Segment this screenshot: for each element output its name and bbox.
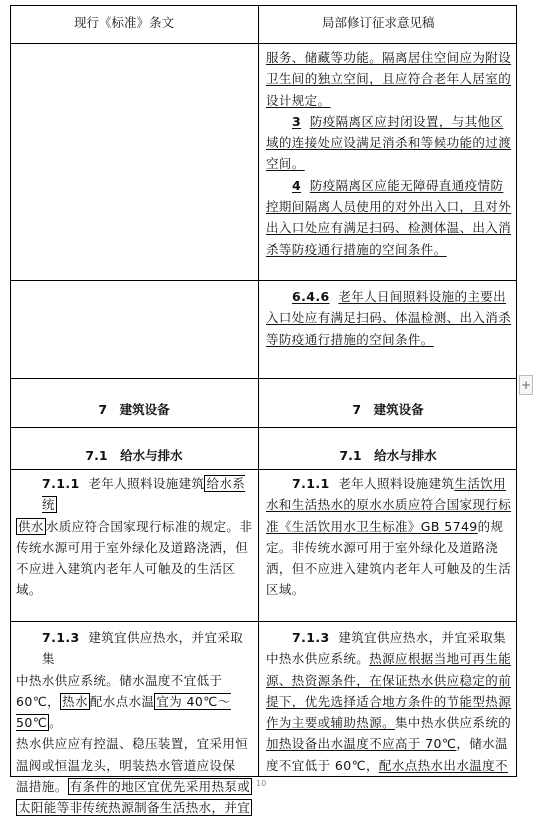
section-heading-right: 7.1 给水与排水 bbox=[339, 448, 437, 463]
header-revision-draft: 局部修订征求意见稿 bbox=[322, 15, 435, 30]
row-divider bbox=[10, 280, 517, 281]
column-divider bbox=[258, 5, 259, 777]
row-divider bbox=[10, 427, 517, 428]
clause-7-1-1-current: 7.1.1 老年人照料设施建筑 给水系统 供水 水质应符合国家现行标准的规定。非 传统水源可用于室外绿化及道路浇洒，但 不应进入建筑内老年人可触及的生活区 域。 bbox=[16, 476, 253, 598]
revision-mark: 给水系统 bbox=[42, 476, 246, 513]
chapter-heading-right: 7 建筑设备 bbox=[352, 402, 424, 417]
revision-mark: 有条件的地区宜优先采用热泵或 bbox=[69, 779, 251, 795]
revision-text-block: 服务、储藏等功能。隔离居住空间应为附设 卫生间的独立空间，且应符合老年人居室的 设计规定。 3 防疫隔离区应封闭设置，与其他区 域的连接处应设满足消杀和等候功能的过渡 空间。 4 防疫隔离区应能无障碍直通疫情防 控期间隔离人员使用的对外出入口，且对外 出入口处应有满足扫码、检测体温、出入消 杀等防疫通行措施的空间条件。 bbox=[266, 50, 512, 257]
header-current-standard: 现行《标准》条文 bbox=[74, 15, 175, 30]
clause-7-1-3-current: 7.1.3 建筑宜供应热水，并宜采取集 中热水供应系统。储水温度不宜低于 60℃， 热水 配水点水温 宜为 40℃～50℃ 。 热水供应应有控温、稳压装置，宜采用恒 温阀或恒温龙头，明装热水管道应设保 温措施。 有条件的地区宜优先采用热泵或 太阳能等非传统热源制备生活热水，并宜 bbox=[16, 630, 251, 816]
page-number: 10 bbox=[256, 779, 267, 788]
chapter-heading-left: 7 建筑设备 bbox=[98, 402, 170, 417]
clause-6-4-6: 6.4.6 老年人日间照料设施的主要出 入口处应有满足扫码、体温检测、出入消杀 等防疫通行措施的空间条件。 bbox=[266, 289, 512, 347]
row-divider bbox=[10, 378, 517, 379]
revision-mark: 供水 bbox=[18, 518, 44, 534]
clause-7-1-3-revision: 7.1.3 建筑宜供应热水，并宜采取集 中热水供应系统。热源应根据当地可再生能 源、热资源条件，在保证热水供应稳定的前 提下，优先选择适合地方条件的节能型热源 作为主要或辅助热源。集中热水供应系统的 加热设备出水温度不应高于 70℃，储水温 度不宜低于 60℃，配水点热水出水温度不 bbox=[266, 630, 512, 773]
revision-mark: 太阳能等非传统热源制备生活热水，并宜 bbox=[18, 800, 251, 816]
revision-mark: 热水 bbox=[62, 693, 88, 709]
document-page bbox=[10, 5, 517, 816]
section-heading-left: 7.1 给水与排水 bbox=[85, 448, 183, 463]
clause-7-1-1-revision: 7.1.1 老年人照料设施建筑生活饮用 水和生活热水的原水水质应符合国家现行标 准《生活饮用水卫生标准》GB 5749的规 定。非传统水源可用于室外绿化及道路浇 洒，但不应进入建筑内老年人可触及的生活 区域。 bbox=[266, 476, 512, 598]
add-row-button[interactable]: + bbox=[519, 375, 533, 395]
row-divider bbox=[10, 469, 517, 470]
revision-mark: 宜为 40℃～50℃ bbox=[16, 693, 231, 731]
row-divider bbox=[10, 621, 517, 622]
row-divider bbox=[10, 43, 517, 44]
